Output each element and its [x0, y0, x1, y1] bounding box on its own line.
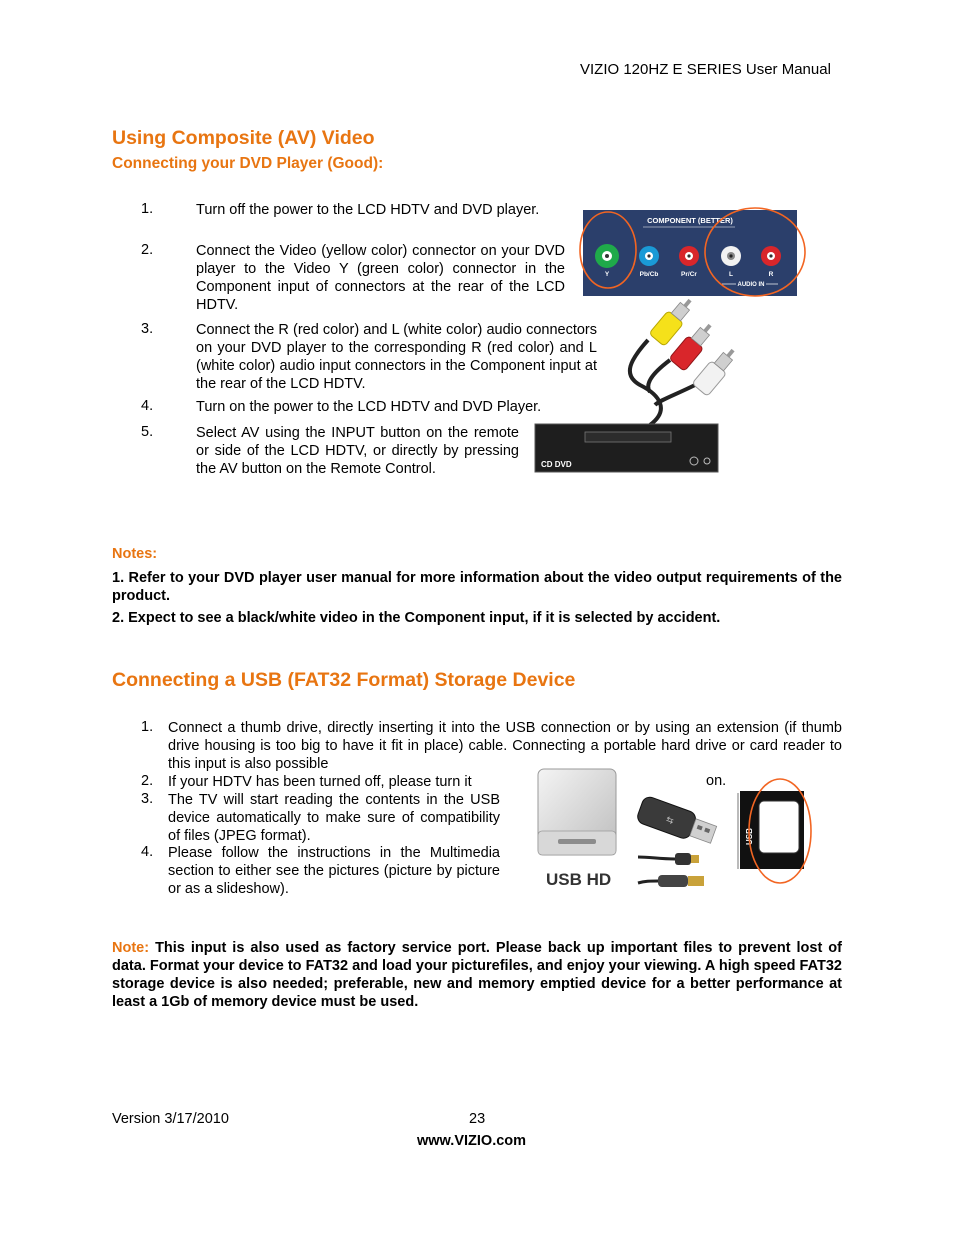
usb-port-icon	[738, 791, 804, 871]
usb-hd-label: USB HD	[546, 870, 612, 889]
jack-pr-red	[679, 246, 699, 266]
jack-label: L	[729, 271, 733, 278]
jack-r-red	[761, 246, 781, 266]
jack-label: R	[768, 271, 774, 278]
note-item: 2. Expect to see a black/white video in the Component input, if it is selected by accident.	[112, 610, 721, 626]
step-number: 3.	[141, 321, 154, 337]
step-number: 2.	[141, 773, 154, 789]
note-text: This input is also used as factory service port. Please back up important files to prevent lost of data. Format your device to FAT32 and load your picturefiles, and enjoy your viewing. A high speed FAT32 storage device is also needed; preferable, new and memory emptied device for a better performance at least a 1Gb of memory device must be used.	[112, 940, 842, 1010]
thumb-drive-icon	[635, 795, 718, 848]
rca-cable-icon	[620, 294, 741, 434]
usb-port-label: USB	[745, 828, 754, 845]
note-label: Note:	[112, 940, 150, 956]
section-title-usb: Connecting a USB (FAT32 Format) Storage Device	[112, 669, 576, 691]
step-text: Connect the Video (yellow color) connector on your DVD player to the Video Y (green color) connector in the Component input of connectors at the rear of the LCD HDTV.	[196, 243, 565, 313]
usb-extension-cable-icon	[638, 853, 704, 887]
composite-connection-figure	[530, 200, 810, 480]
note-item: 1. Refer to your DVD player user manual for more information about the video output requirements of the product.	[112, 570, 842, 604]
step-text: The TV will start reading the contents in the USB device automatically to make sure of compatibility of files (JPEG format).	[168, 792, 500, 844]
usb-devices-figure	[530, 765, 820, 895]
step-text: Turn on the power to the LCD HDTV and DVD Player.	[196, 399, 542, 415]
step-number: 1.	[141, 201, 154, 217]
step-text-tail: on.	[706, 773, 727, 789]
audio-in-label: AUDIO IN	[737, 282, 765, 288]
panel-title: COMPONENT (BETTER)	[647, 216, 733, 225]
usb-note	[112, 939, 842, 1011]
manual-title: VIZIO 120HZ E SERIES User Manual	[580, 61, 831, 78]
step-number: 4.	[141, 844, 154, 860]
jack-label: Y	[604, 271, 610, 278]
jack-pb-blue	[639, 246, 659, 266]
section-title-composite: Using Composite (AV) Video	[112, 127, 375, 149]
jack-l-white	[721, 246, 741, 266]
step-text: Please follow the instructions in the Multimedia section to either see the pictures (picture by picture or as a slideshow).	[168, 845, 500, 897]
step-text: Connect a thumb drive, directly inserting it into the USB connection or by using an extension (if thumb drive housing is too big to have it fit in place) cable. Connecting a portable hard drive or card reader to this input is also possible	[168, 720, 842, 772]
jack-y-green	[595, 244, 619, 268]
section-subtitle-dvd: Connecting your DVD Player (Good):	[112, 155, 384, 172]
footer-version: Version 3/17/2010	[112, 1111, 229, 1127]
jack-label: Pb/Cb	[639, 271, 659, 278]
step-number: 4.	[141, 398, 154, 414]
step-number: 2.	[141, 242, 154, 258]
dvd-label: CD DVD	[541, 460, 572, 469]
jack-label: Pr/Cr	[681, 271, 697, 278]
svg-text:⇆: ⇆	[664, 814, 676, 826]
notes-label: Notes:	[112, 546, 158, 562]
step-number: 5.	[141, 424, 154, 440]
dvd-player-icon	[535, 424, 718, 472]
step-text: If your HDTV has been turned off, please turn it	[168, 774, 472, 790]
usb-hard-drive-icon	[538, 769, 616, 889]
step-text: Turn off the power to the LCD HDTV and DVD player.	[196, 202, 540, 218]
footer-website: www.VIZIO.com	[417, 1133, 527, 1149]
step-number: 1.	[141, 719, 154, 735]
step-text: Connect the R (red color) and L (white color) audio connectors on your DVD player to the corresponding R (red color) and L (white color) audio input connectors in the Component input at the rear of the LCD HDTV.	[196, 322, 597, 392]
step-number: 3.	[141, 791, 154, 807]
step-text: Select AV using the INPUT button on the remote or side of the LCD HDTV, or directly by pressing the AV button on the Remote Control.	[196, 425, 519, 477]
footer-page-number: 23	[469, 1111, 486, 1127]
